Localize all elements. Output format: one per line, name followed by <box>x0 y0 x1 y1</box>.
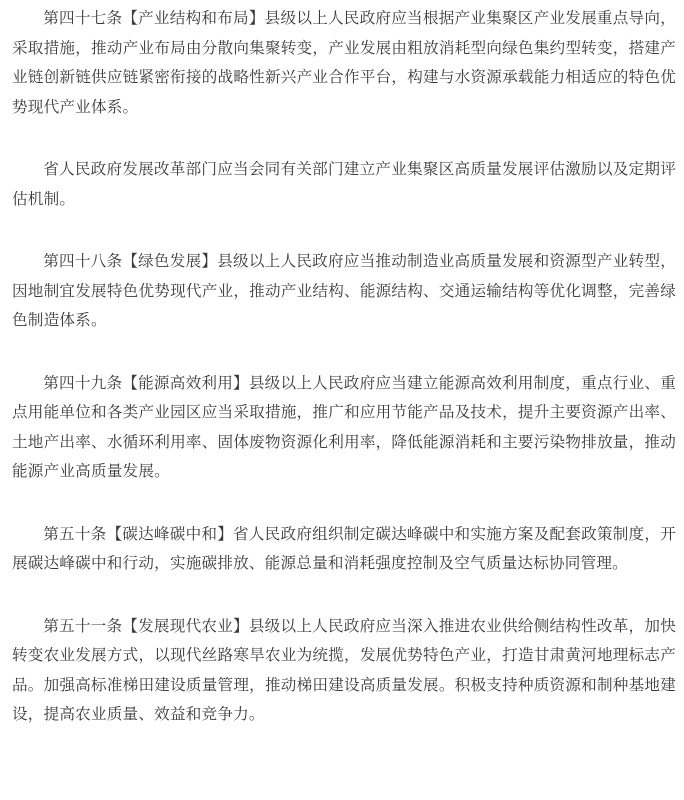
article-51-paragraph: 第五十一条【发展现代农业】县级以上人民政府应当深入推进农业供给侧结构性改革，加快转变农业发展方式，以现代丝路寒旱农业为统揽，发展优势特色产业，打造甘肃黄河地理标志产品。加强高标准梯田建设质量管理，推动梯田建设高质量发展。积极支持种质资源和制种基地建设，提高农业质量、效益和竞争力。 <box>12 616 676 723</box>
article-49-paragraph: 第四十九条【能源高效利用】县级以上人民政府应当建立能源高效利用制度，重点行业、重点用能单位和各类产业园区应当采取措施，推广和应用节能产品及技术，提升主要资源产出率、土地产出率、水循环利用率、固体废物资源化利用率，降低能源消耗和主要污染物排放量，推动能源产业高质量发展。 <box>12 373 676 480</box>
article-47-supplement-paragraph: 省人民政府发展改革部门应当会同有关部门建立产业集聚区高质量发展评估激励以及定期评估机制。 <box>12 160 676 208</box>
article-47-paragraph: 第四十七条【产业结构和布局】县级以上人民政府应当根据产业集聚区产业发展重点导向，采取措施，推动产业布局由分散向集聚转变，产业发展由粗放消耗型向绿色集约型转变，搭建产业链创新链供应链紧密衔接的战略性新兴产业合作平台，构建与水资源承载能力相适应的特色优势现代产业体系。 <box>12 9 676 116</box>
article-50-paragraph: 第五十条【碳达峰碳中和】省人民政府组织制定碳达峰碳中和实施方案及配套政策制度，开展碳达峰碳中和行动，实施碳排放、能源总量和消耗强度控制及空气质量达标协同管理。 <box>12 524 676 572</box>
article-48-paragraph: 第四十八条【绿色发展】县级以上人民政府应当推动制造业高质量发展和资源型产业转型，因地制宜发展特色优势现代产业，推动产业结构、能源结构、交通运输结构等优化调整，完善绿色制造体系。 <box>12 252 676 329</box>
